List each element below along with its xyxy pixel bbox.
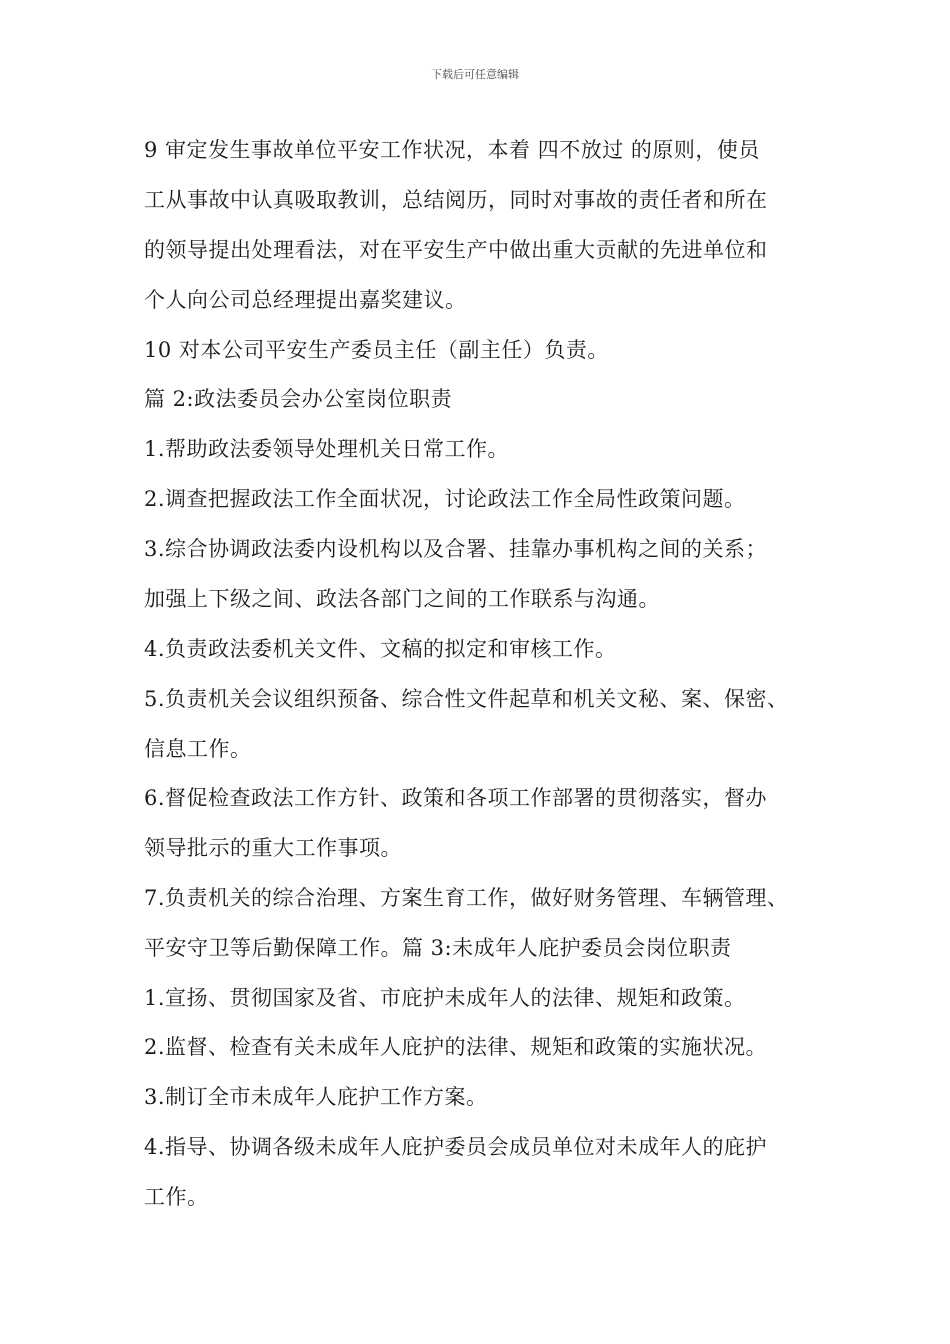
body-line: 9 审定发生事故单位平安工作状况，本着 四不放过 的原则，使员 bbox=[144, 138, 760, 162]
body-line: 工从事故中认真吸取教训，总结阅历，同时对事故的责任者和所在 bbox=[144, 188, 768, 212]
body-line: 2.调查把握政法工作全面状况，讨论政法工作全局性政策问题。 bbox=[144, 487, 746, 511]
body-line: 信息工作。 bbox=[144, 737, 252, 761]
body-line: 加强上下级之间、政法各部门之间的工作联系与沟通。 bbox=[144, 587, 660, 611]
body-line: 3.综合协调政法委内设机构以及合署、挂靠办事机构之间的关系； bbox=[144, 537, 768, 561]
body-line: 2.监督、检查有关未成年人庇护的法律、规矩和政策的实施状况。 bbox=[144, 1035, 768, 1059]
body-line: 平安守卫等后勤保障工作。篇 3:未成年人庇护委员会岗位职责 bbox=[144, 936, 732, 960]
body-line: 的领导提出处理看法，对在平安生产中做出重大贡献的先进单位和 bbox=[144, 238, 768, 262]
body-line: 1.帮助政法委领导处理机关日常工作。 bbox=[144, 437, 510, 461]
body-line: 6.督促检查政法工作方针、政策和各项工作部署的贯彻落实，督办 bbox=[144, 786, 768, 810]
body-line: 4.负责政法委机关文件、文稿的拟定和审核工作。 bbox=[144, 637, 617, 661]
body-line: 个人向公司总经理提出嘉奖建议。 bbox=[144, 288, 467, 312]
body-line: 3.制订全市未成年人庇护工作方案。 bbox=[144, 1085, 488, 1109]
page-header: 下载后可任意编辑 bbox=[431, 68, 519, 81]
body-line: 工作。 bbox=[144, 1185, 209, 1209]
body-line: 4.指导、协调各级未成年人庇护委员会成员单位对未成年人的庇护 bbox=[144, 1135, 768, 1159]
section-heading: 篇 2:政法委员会办公室岗位职责 bbox=[144, 387, 453, 411]
body-line: 1.宣扬、贯彻国家及省、市庇护未成年人的法律、规矩和政策。 bbox=[144, 986, 746, 1010]
body-line: 领导批示的重大工作事项。 bbox=[144, 836, 402, 860]
body-line: 10 对本公司平安生产委员主任（副主任）负责。 bbox=[144, 338, 609, 362]
body-line: 5.负责机关会议组织预备、综合性文件起草和机关文秘、案、保密、 bbox=[144, 687, 789, 711]
body-line: 7.负责机关的综合治理、方案生育工作，做好财务管理、车辆管理、 bbox=[144, 886, 789, 910]
